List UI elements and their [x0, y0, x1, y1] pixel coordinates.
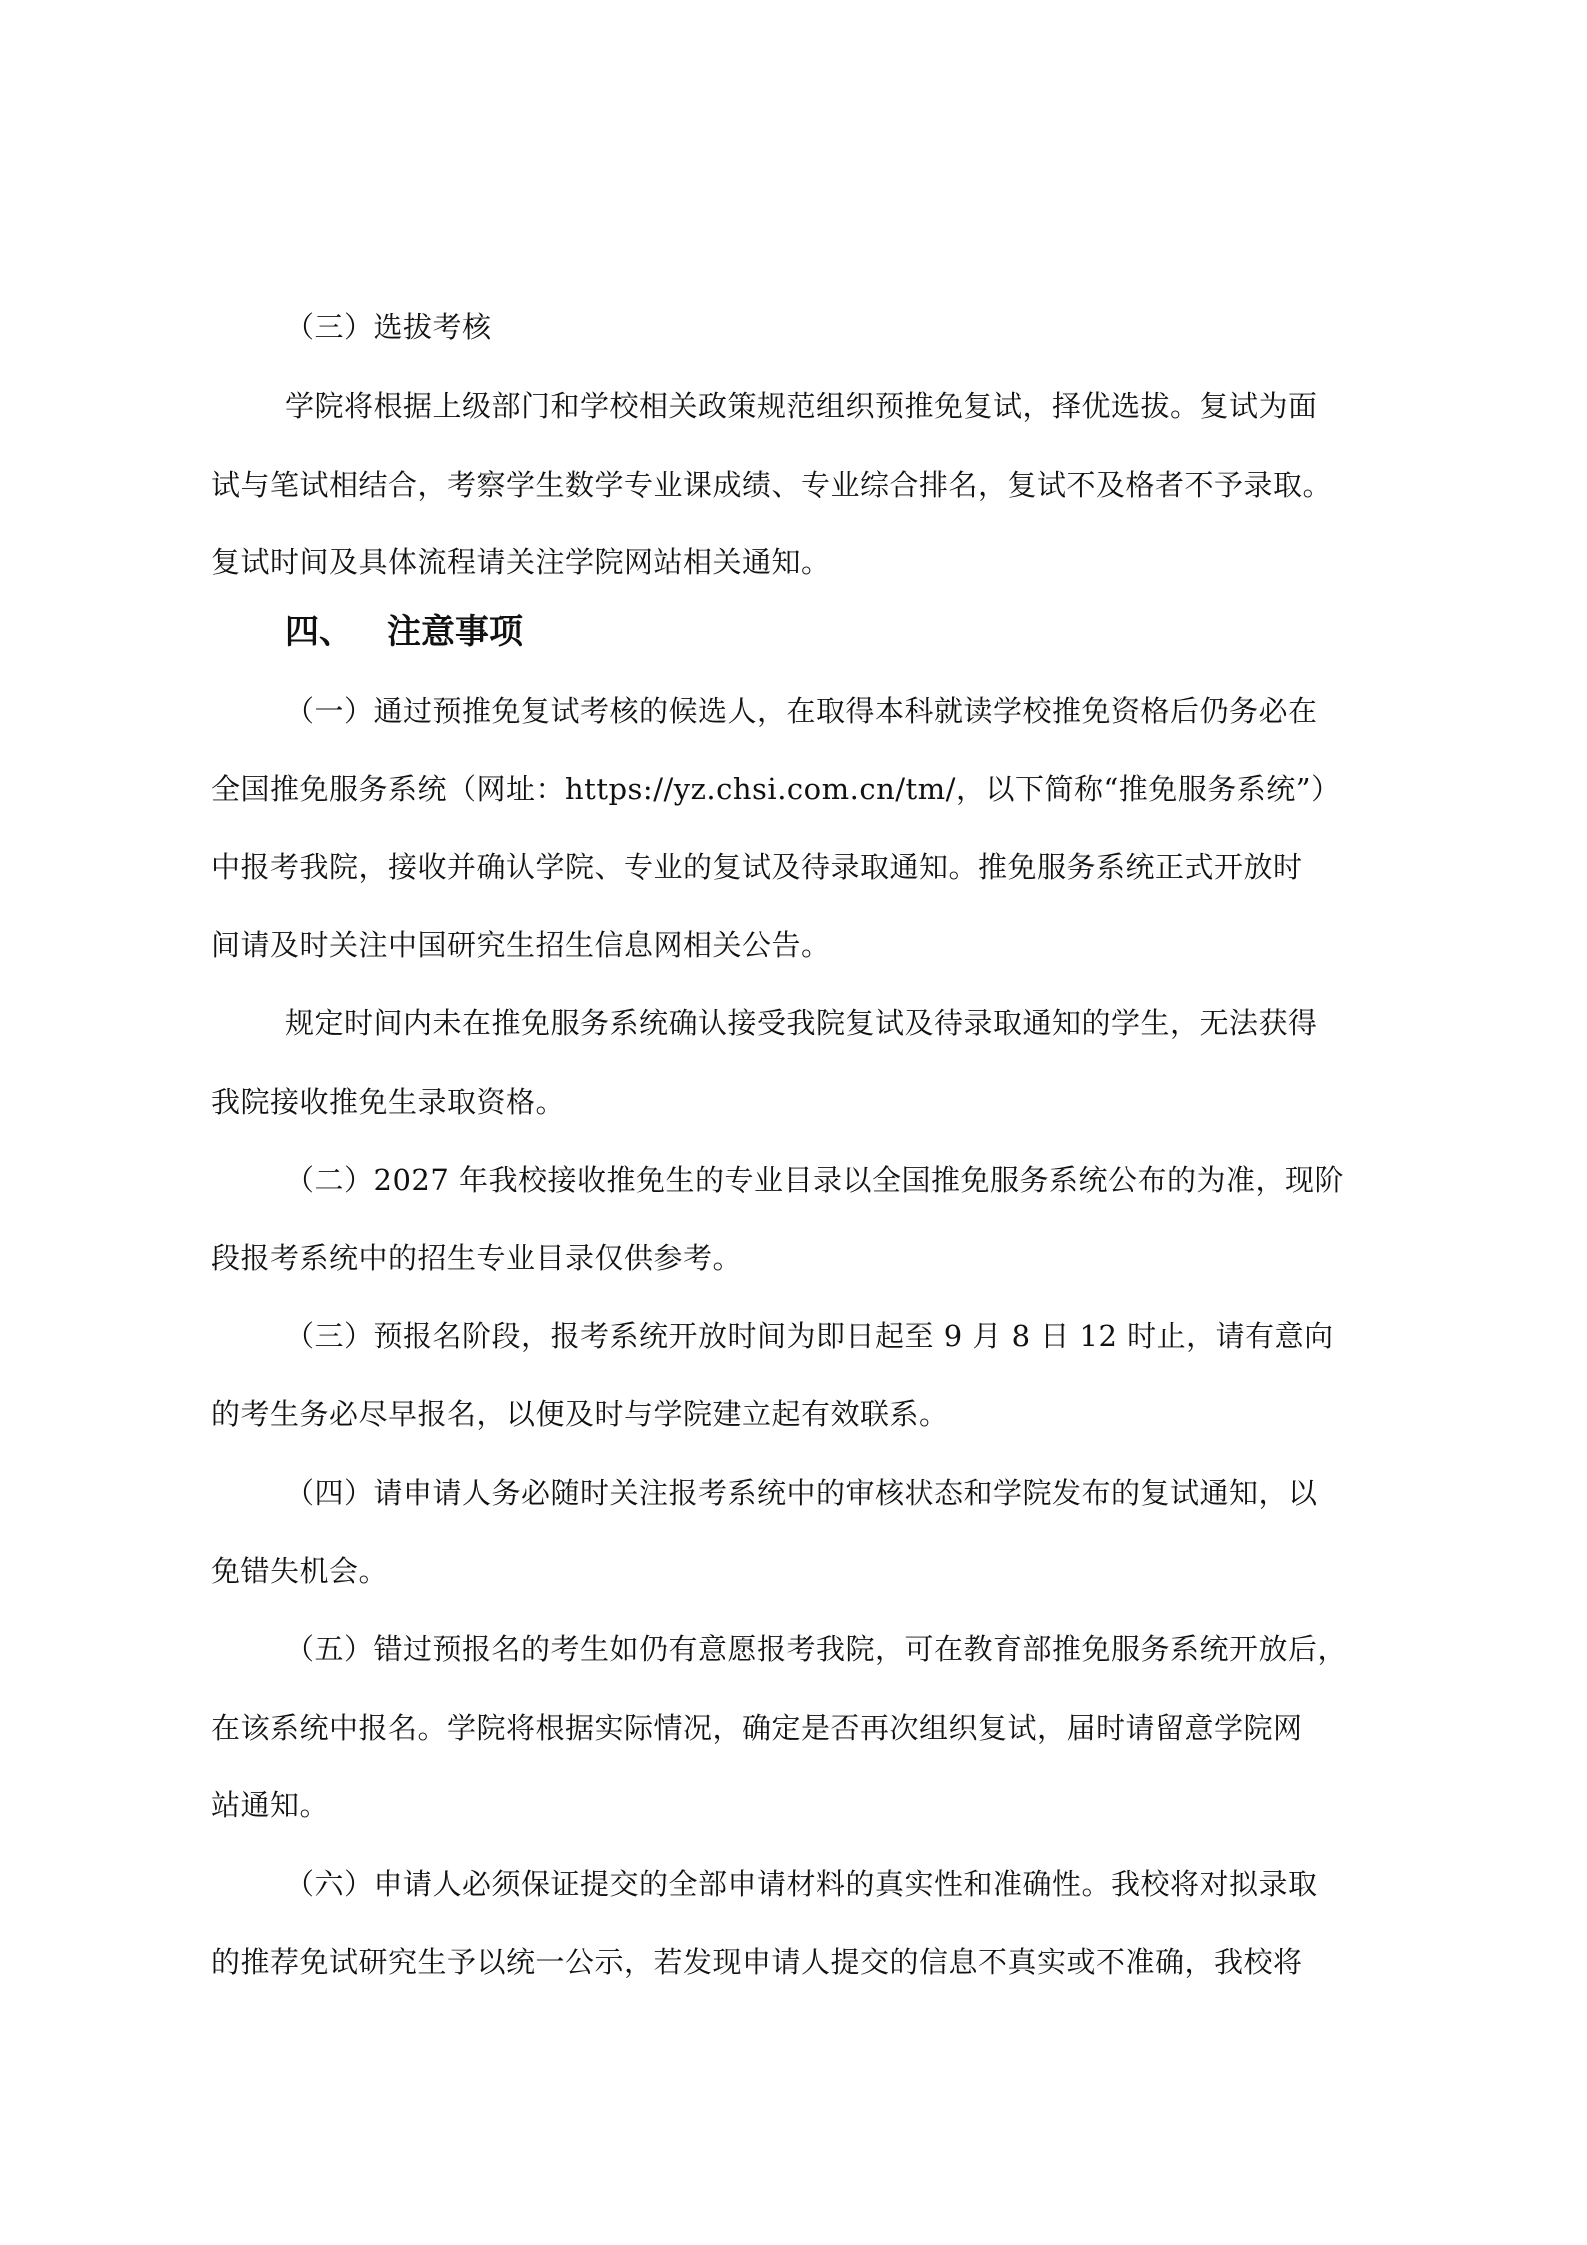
- heading-number: 四、: [285, 612, 353, 652]
- paragraph-line: 学院将根据上级部门和学校相关政策规范组织预推免复试，择优选拔。复试为面: [285, 389, 1318, 423]
- paragraph-line: （二）2027 年我校接收推免生的专业目录以全国推免服务系统公布的为准，现阶: [285, 1163, 1345, 1197]
- paragraph-line: 免错失机会。: [211, 1554, 389, 1588]
- paragraph-line: （六）申请人必须保证提交的全部申请材料的真实性和准确性。我校将对拟录取: [285, 1867, 1318, 1901]
- paragraph-line: 全国推免服务系统（网址：https://yz.chsi.com.cn/tm/，以下简称“推免服务系统”）: [211, 772, 1341, 806]
- section-three-title: （三）选拔考核: [285, 310, 492, 344]
- paragraph-line: 段报考系统中的招生专业目录仅供参考。: [211, 1241, 743, 1275]
- paragraph-line: （五）错过预报名的考生如仍有意愿报考我院，可在教育部推免服务系统开放后，: [285, 1632, 1348, 1666]
- paragraph-line: 试与笔试相结合，考察学生数学专业课成绩、专业综合排名，复试不及格者不予录取。: [211, 468, 1333, 502]
- heading-title: 注意事项: [387, 612, 523, 652]
- paragraph-line: （三）预报名阶段，报考系统开放时间为即日起至 9 月 8 日 12 时止，请有意向: [285, 1319, 1334, 1353]
- paragraph-line: 站通知。: [211, 1788, 330, 1822]
- paragraph-line: 规定时间内未在推免服务系统确认接受我院复试及待录取通知的学生，无法获得: [285, 1006, 1318, 1040]
- section-heading-four: [285, 610, 523, 654]
- paragraph-line: 间请及时关注中国研究生招生信息网相关公告。: [211, 928, 831, 962]
- paragraph-line: 我院接收推免生录取资格。: [211, 1085, 566, 1119]
- paragraph-line: （四）请申请人务必随时关注报考系统中的审核状态和学院发布的复试通知，以: [285, 1476, 1318, 1510]
- paragraph-line: 复试时间及具体流程请关注学院网站相关通知。: [211, 545, 831, 579]
- paragraph-line: （一）通过预推免复试考核的候选人，在取得本科就读学校推免资格后仍务必在: [285, 694, 1318, 728]
- paragraph-line: 的考生务必尽早报名，以便及时与学院建立起有效联系。: [211, 1397, 949, 1431]
- paragraph-line: 在该系统中报名。学院将根据实际情况，确定是否再次组织复试，届时请留意学院网: [211, 1711, 1303, 1745]
- paragraph-line: 中报考我院，接收并确认学院、专业的复试及待录取通知。推免服务系统正式开放时: [211, 850, 1303, 884]
- paragraph-line: 的推荐免试研究生予以统一公示，若发现申请人提交的信息不真实或不准确，我校将: [211, 1945, 1303, 1979]
